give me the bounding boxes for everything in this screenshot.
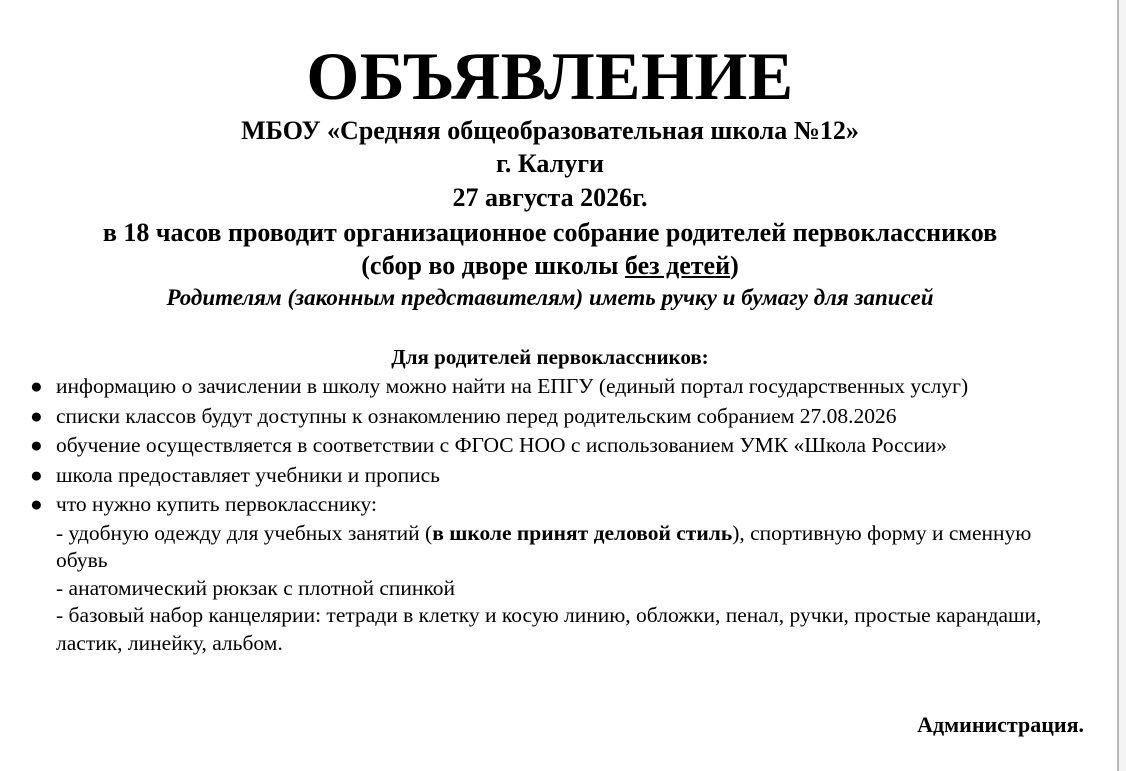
without-children-text: без детей xyxy=(624,251,731,280)
list-item xyxy=(28,372,1098,402)
signature: Администрация. xyxy=(917,712,1084,737)
bullet-icon: ● xyxy=(30,403,43,428)
list-item xyxy=(28,402,1098,432)
list-item-text: информацию о зачислении в школу можно найти на ЕПГУ (единый портал государственных услуг) xyxy=(56,374,969,398)
dress-code-text: в школе принят деловой стиль xyxy=(432,520,733,545)
purchase-backpack: - анатомический рюкзак с плотной спинкой xyxy=(56,575,456,600)
clothes-suffix: ), спортивную форму и сменную обувь xyxy=(56,520,1032,572)
info-list xyxy=(28,372,1098,657)
clothes-prefix: - удобную одежду для учебных занятий ( xyxy=(56,520,433,545)
list-item xyxy=(28,461,1098,491)
list-item-text: обучение осуществляется в соответствии с ФГОС НОО с использованием УМК «Школа России» xyxy=(56,433,947,457)
meeting-line: в 18 часов проводит организационное собрание родителей первоклассников xyxy=(102,218,998,247)
bullet-icon: ● xyxy=(30,433,43,457)
gathering-prefix: (сбор во дворе школы xyxy=(361,251,625,280)
section-heading: Для родителей первоклассников: xyxy=(391,345,709,369)
purchase-stationery: - базовый набор канцелярии: тетради в клетку и косую линию, обложки, пенал, ручки, простые карандаши, ластик, линейку, альбом. xyxy=(56,603,1042,655)
gathering-suffix: ) xyxy=(730,251,739,280)
list-item-text: что нужно купить первокласснику: xyxy=(56,492,377,516)
bullet-icon: ● xyxy=(30,374,43,398)
announcement-title: ОБЪЯВЛЕНИЕ xyxy=(306,38,794,114)
list-item xyxy=(28,490,1098,520)
list-item-text: школа предоставляет учебники и пропись xyxy=(56,462,440,487)
bullet-icon: ● xyxy=(30,492,43,516)
parents-note: Родителям (законным представителям) иметь ручку и бумагу для записей xyxy=(166,285,934,310)
city-line: г. Калуги xyxy=(496,149,604,178)
gathering-line xyxy=(0,251,1100,281)
bullet-icon: ● xyxy=(30,462,43,487)
purchase-clothes xyxy=(28,520,1066,575)
list-item xyxy=(28,431,1098,461)
date-line: 27 августа 2026г. xyxy=(452,183,648,212)
viewer-margin xyxy=(1119,0,1126,771)
list-item-text: списки классов будут доступны к ознакомлению перед родительским собранием 27.08.2026 xyxy=(56,403,897,428)
school-name: МБОУ «Средняя общеобразовательная школа №12» xyxy=(241,116,859,145)
